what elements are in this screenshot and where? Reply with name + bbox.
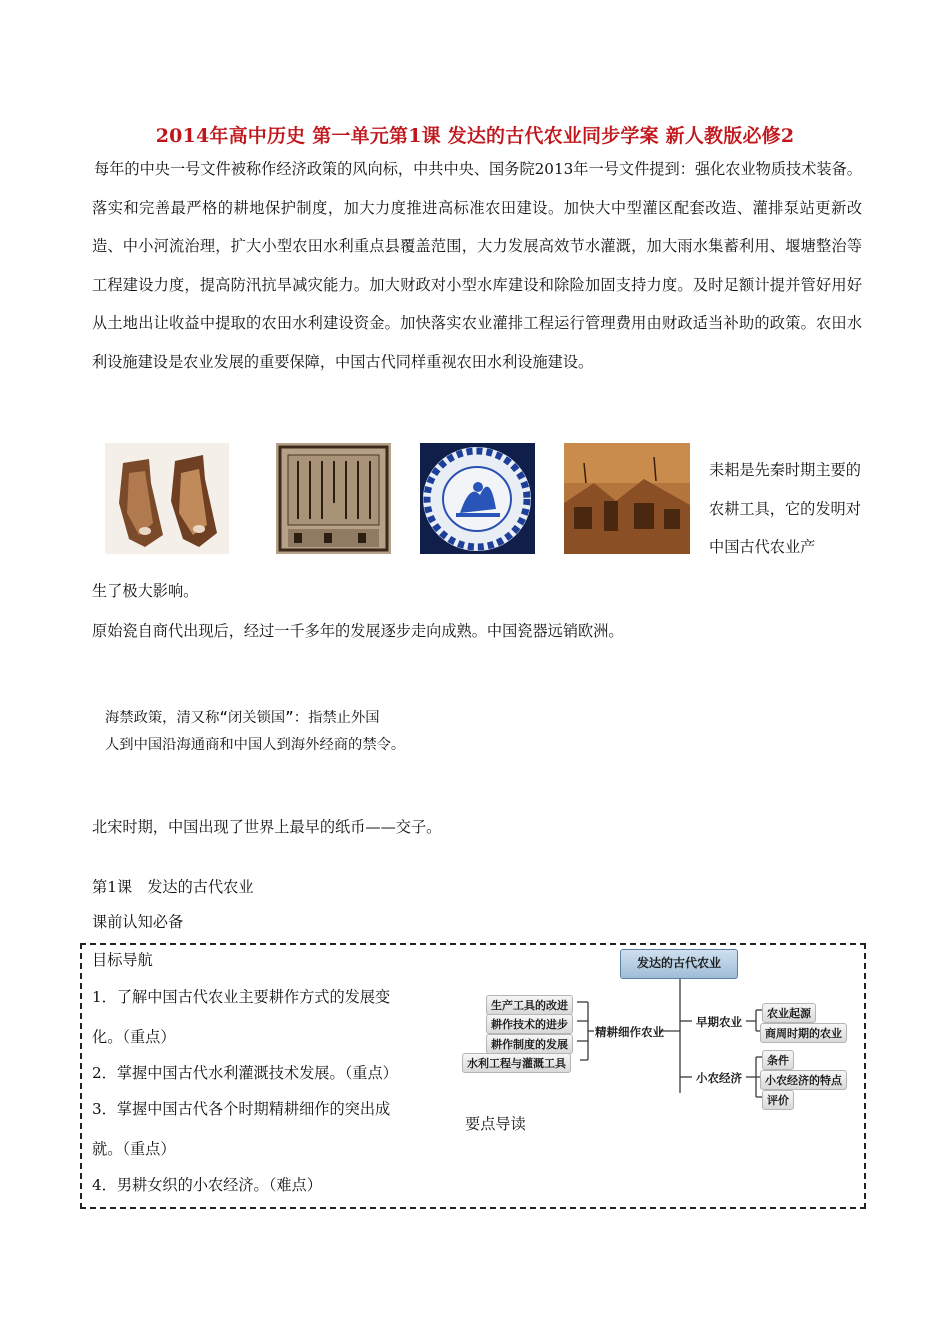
mind-map-left-item-2: 耕作技术的进步: [486, 1014, 573, 1034]
goal-item-3a: 3．掌握中国古代各个时期精耕细作的突出成: [92, 1100, 391, 1118]
mind-map-root-label: 发达的古代农业: [636, 956, 721, 970]
goal-item-4: 4．男耕女织的小农经济。（难点）: [92, 1176, 322, 1194]
mind-map-small-item-2: 小农经济的特点: [760, 1070, 847, 1090]
page-title: 2014年高中历史 第一单元第1课 发达的古代农业同步学案 新人教版必修2: [155, 125, 795, 147]
jiaozi-caption: 北宋时期，中国出现了世界上最早的纸币——交子。: [92, 818, 442, 836]
reading-label: 要点导读: [465, 1115, 526, 1133]
mind-map-left-item-3: 耕作制度的发展: [486, 1034, 573, 1054]
mind-map-small-item-3: 评价: [762, 1090, 794, 1110]
intro-paragraph: 每年的中央一号文件被称作经济政策的风向标，中共中央、国务院2013年一号文件提到：强化农业物质技术装备。落实和完善最严格的耕地保护制度，加大力度推进高标准农田建设。加快大中型灌区配套改造、灌排泵站更新改造、中小河流治理，扩大小型农田水利重点县覆盖范围，大力发展高效节水灌溉，加大雨水集蓄利用、堰塘整治等工程建设力度，提高防汛抗旱减灾能力。加大财政对小型水库建设和除险加固支持力度。及时足额计提并管好用好从土地出让收益中提取的农田水利建设资金。加快落实农业灌排工程运行管理费用由财政适当补助的政策。农田水利设施建设是农业发展的重要保障，中国古代同样重视农田水利设施建设。: [92, 160, 862, 371]
lesson-heading: 第1课 发达的古代农业: [92, 878, 254, 896]
lesson-subheading: 课前认知必备: [92, 913, 184, 931]
haijin-line-1: 海禁政策，清又称“闭关锁国”：指禁止外国: [105, 710, 380, 726]
plough-caption-tail: 生了极大影响。: [92, 582, 199, 600]
mind-map-root: [620, 949, 738, 979]
goal-item-3b: 就。（重点）: [92, 1140, 176, 1158]
goals-title: 目标导航: [92, 951, 153, 969]
mind-map-left-item-4: 水利工程与灌溉工具: [462, 1053, 571, 1073]
plough-photo: [105, 443, 229, 554]
goal-item-2: 2．掌握中国古代水利灌溉技术发展。（重点）: [92, 1064, 398, 1082]
mind-map-early-item-1: 农业起源: [762, 1003, 816, 1023]
goal-item-1b: 化。（重点）: [92, 1028, 176, 1046]
goal-item-1a: 1．了解中国古代农业主要耕作方式的发展变: [92, 988, 391, 1006]
haijin-line-2: 人到中国沿海通商和中国人到海外经商的禁令。: [105, 737, 406, 753]
porcelain-plate-photo: [420, 443, 535, 554]
mind-map-branch-small: 小农经济: [696, 1071, 742, 1085]
plough-caption: 耒耜是先秦时期主要的农耕工具，它的发明对中国古代农业产: [709, 461, 861, 557]
porcelain-caption: 原始瓷自商代出现后，经过一千多年的发展逐步走向成熟。中国瓷器远销欧洲。: [92, 622, 624, 640]
mind-map-left-item-1: 生产工具的改进: [486, 995, 573, 1015]
mind-map-small-item-1: 条件: [762, 1050, 794, 1070]
mind-map-branch-left: 精耕细作农业: [595, 1025, 664, 1039]
mind-map-branch-early: 早期农业: [696, 1015, 742, 1029]
mind-map-early-item-2: 商周时期的农业: [760, 1023, 847, 1043]
paper-money-photo: [276, 443, 391, 554]
painting-photo: [564, 443, 690, 554]
mind-map: [460, 945, 860, 1110]
